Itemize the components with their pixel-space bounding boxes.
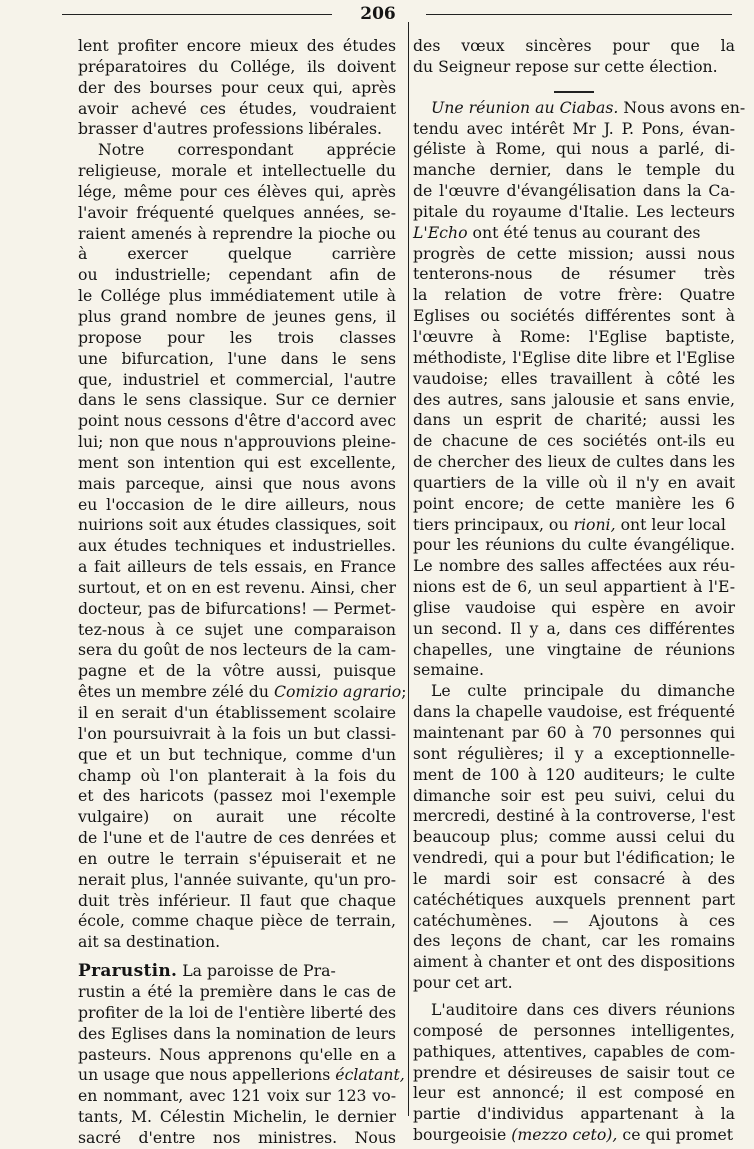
text-line: que et un but technique, comme d'un: [78, 744, 396, 764]
text-line: composé de personnes intelligentes,: [413, 1020, 735, 1040]
page-number: 206: [360, 4, 396, 24]
text-line: le Collége plus immédiatement utile à: [78, 286, 396, 306]
text-line-with-italic: [413, 1125, 735, 1146]
text-line: il en serait d'un établissement scolaire: [78, 703, 396, 722]
text-line: pour les réunions du culte évangélique.: [413, 535, 735, 555]
text-line: vaudoise; elles travaillent à côté les: [413, 368, 735, 388]
text-line: nions est de 6, un seul appartient à l'E-: [413, 577, 735, 597]
text-line: tenterons-nous de résumer très: [413, 264, 735, 284]
text-line: école, comme chaque pièce de terrain,: [78, 911, 396, 931]
text-line: leur est annoncé; il est composé en: [413, 1083, 735, 1103]
text-line: Eglises ou sociétés différentes sont à: [413, 306, 735, 326]
text-fragment: bourgeoisie: [413, 1125, 507, 1145]
text-line: a fait ailleurs de tels essais, en France: [78, 557, 396, 577]
text-fragment: ce qui promet: [622, 1125, 734, 1145]
section-separator: [413, 78, 735, 98]
text-line: l'on poursuivrait à la fois un but classi-: [78, 723, 396, 743]
text-line: mercredi, destiné à la controverse, l'est: [413, 806, 735, 826]
text-line: et des haricots (passez moi l'exemple: [78, 786, 396, 806]
text-line: Notre correspondant apprécie: [98, 140, 396, 160]
text-line: la relation de votre frère: Quatre: [413, 285, 735, 305]
text-line: prendre et désireuses de saisir tout ce: [413, 1062, 735, 1082]
text-line: catéchumènes. — Ajoutons à ces: [413, 910, 735, 930]
text-line: que, industriel et commercial, l'autre: [78, 369, 396, 389]
text-line: pathiques, attentives, capables de com-: [413, 1041, 735, 1061]
text-fragment: êtes un membre zélé du: [78, 682, 269, 702]
text-line: vendredi, qui a pour but l'édification; le: [413, 848, 735, 868]
text-line: un second. Il y a, dans ces différentes: [413, 618, 735, 638]
column-divider: [408, 22, 409, 1116]
text-line: rustin a été la première dans le cas de: [78, 981, 396, 1001]
text-fragment: un usage que nous appellerions: [78, 1065, 331, 1085]
text-line: beaucoup plus; comme aussi celui du: [413, 827, 735, 847]
italic-term: L'Echo: [413, 222, 468, 242]
text-line: sont régulières; il y a exceptionnelle-: [413, 743, 735, 763]
text-line-with-italic: [413, 223, 735, 244]
text-line: semaine.: [413, 660, 484, 680]
text-line: pour cet art.: [413, 973, 513, 993]
text-line: des autres, sans jalousie et sans envie,: [413, 389, 735, 409]
text-line: avoir achevé ces études, voudraient: [78, 98, 396, 118]
text-line: tants, M. Célestin Michelin, le dernier: [78, 1107, 396, 1127]
text-line: aiment à chanter et ont des dispositions: [413, 952, 735, 972]
text-line: point nous cessons d'être d'accord avec: [78, 411, 396, 431]
text-line: tendu avec intérêt Mr J. P. Pons, évan-: [413, 118, 735, 138]
text-line: géliste à Rome, qui nous a parlé, di-: [413, 139, 735, 159]
text-line-with-italic: [78, 1065, 405, 1086]
text-fragment: tiers principaux, ou: [413, 514, 569, 534]
text-line: en outre le terrain s'épuiserait et ne: [78, 848, 396, 868]
text-line: dimanche soir est peu suivi, celui du: [413, 785, 735, 805]
text-line-with-italic: [413, 515, 735, 536]
text-line: des Eglises dans la nomination de leurs: [78, 1023, 396, 1043]
text-line: sacré d'entre nos ministres. Nous: [78, 1127, 396, 1147]
text-line: ment son intention qui est excellente,: [78, 452, 396, 472]
text-line: lui; non que nous n'approuvions pleine-: [78, 432, 396, 452]
text-line: de l'œuvre d'évangélisation dans la Ca-: [413, 181, 735, 201]
text-line: sera du goût de nos lecteurs de la cam-: [78, 640, 396, 660]
header-rule-left: [62, 14, 332, 15]
text-line: quartiers de la ville où il n'y en avait: [413, 472, 735, 492]
text-line: pasteurs. Nous apprenons qu'elle en a: [78, 1044, 396, 1064]
text-line: nerait plus, l'année suivante, qu'un pro-: [78, 869, 396, 889]
text-line: plus grand nombre de jeunes gens, il: [78, 306, 396, 326]
text-line: manche dernier, dans le temple du: [413, 160, 735, 180]
text-line: religieuse, morale et intellectuelle du: [78, 161, 396, 181]
text-line: pitale du royaume d'Italie. Les lecteurs: [413, 201, 735, 221]
text-line: raient amenés à reprendre la pioche ou: [78, 223, 396, 243]
text-line: duit très inférieur. Il faut que chaque: [78, 890, 396, 910]
text-line: de chacune de ces sociétés ont-ils eu: [413, 431, 735, 451]
text-line: le mardi soir est consacré à des: [413, 868, 735, 888]
text-line-with-italic: êtes un membre zélé du Comizio agrario;: [78, 682, 407, 702]
ciabas-first-line: [413, 97, 746, 119]
italic-term: Comizio agrario: [273, 682, 402, 702]
text-line: L'auditoire dans ces divers réunions: [431, 999, 735, 1019]
italic-term: (mezzo ceto),: [511, 1125, 618, 1145]
text-line: ment de 100 à 120 auditeurs; le culte: [413, 764, 735, 784]
text-line: des vœux sincères pour que la: [413, 36, 735, 55]
text-line: l'avoir fréquenté quelques années, se-: [78, 202, 396, 222]
text-line: pagne et de la vôtre aussi, puisque: [78, 661, 396, 681]
text-line: à exercer quelque carrière: [78, 244, 396, 264]
text-line: méthodiste, l'Eglise dite libre et l'Eglise: [413, 347, 735, 367]
text-line: des leçons de chant, car les romains: [413, 931, 735, 951]
section-heading: Prarustin.: [78, 961, 178, 982]
text-line: profiter de la loi de l'entière liberté des: [78, 1002, 396, 1022]
prarustin-first-line: [78, 961, 396, 982]
text-line: lége, même pour ces élèves qui, après: [78, 181, 396, 201]
text-line: propose pour les trois classes: [78, 327, 396, 347]
text-line: der des bourses pour ceux qui, après: [78, 77, 396, 97]
text-line: ou industrielle; cependant afin de: [78, 265, 396, 285]
text-line: champ où l'on planterait à la fois du: [78, 765, 396, 785]
text-line: glise vaudoise qui espère en avoir: [413, 597, 735, 617]
text-line: Le culte principale du dimanche: [431, 681, 735, 701]
text-line: du Seigneur repose sur cette élection.: [413, 56, 718, 76]
section-title: Une réunion au Ciabas.: [431, 97, 619, 117]
text-line: brasser d'autres professions libérales.: [78, 119, 383, 139]
text-fragment: Nous avons en-: [623, 97, 746, 117]
text-line: point encore; de cette manière les 6: [413, 493, 735, 513]
right-column: [413, 36, 746, 1146]
text-line: de l'une et de l'autre de ces denrées et: [78, 828, 396, 848]
text-line: surtout, et on en est revenu. Ainsi, cher: [78, 577, 396, 597]
text-line: une bifurcation, l'une dans le sens: [78, 348, 396, 368]
text-line: progrès de cette mission; aussi nous: [413, 243, 735, 263]
text-line: Le nombre des salles affectées aux réu-: [413, 556, 735, 576]
text-line: maintenant par 60 à 70 personnes qui: [413, 723, 735, 742]
text-line: en nommant, avec 121 voix sur 123 vo-: [78, 1086, 396, 1106]
text-line: chapelles, une vingtaine de réunions: [413, 639, 735, 659]
text-line: dans un esprit de charité; aussi les: [413, 410, 735, 430]
text-line: dans la chapelle vaudoise, est fréquenté: [413, 702, 735, 722]
text-line: tez-nous à ce sujet une comparaison: [78, 619, 396, 639]
text-line: de chercher des lieux de cultes dans les: [413, 452, 735, 472]
text-fragment: ont été tenus au courant des: [472, 222, 701, 242]
header-rule-right: [426, 14, 732, 15]
text-line: dans le sens classique. Sur ce dernier: [78, 390, 396, 410]
left-column: [78, 36, 407, 1149]
italic-term: rioni,: [573, 514, 616, 534]
text-line: l'œuvre à Rome: l'Eglise baptiste,: [413, 326, 735, 346]
text-line: partie d'individus appartenant à la: [413, 1104, 735, 1124]
text-line: nuirions soit aux études classiques, soit: [78, 515, 396, 535]
text-line: lent profiter encore mieux des études: [78, 36, 396, 55]
text-line: aux études techniques et industrielles.: [78, 536, 396, 556]
text-line: préparatoires du Collége, ils doivent: [78, 56, 396, 76]
text-fragment: ont leur local: [620, 514, 726, 534]
text-line: vulgaire) on aurait une récolte: [78, 807, 396, 827]
italic-term: éclatant,: [335, 1065, 405, 1085]
text-fragment: La paroisse de Pra-: [182, 961, 336, 981]
text-line: ait sa destination.: [78, 932, 221, 952]
text-line: eu l'occasion de le dire ailleurs, nous: [78, 494, 396, 514]
text-line: docteur, pas de bifurcations! — Permet-: [78, 598, 396, 618]
text-line: catéchétiques auxquels prennent part: [413, 889, 735, 909]
text-line: mais parceque, ainsi que nous avons: [78, 473, 396, 493]
